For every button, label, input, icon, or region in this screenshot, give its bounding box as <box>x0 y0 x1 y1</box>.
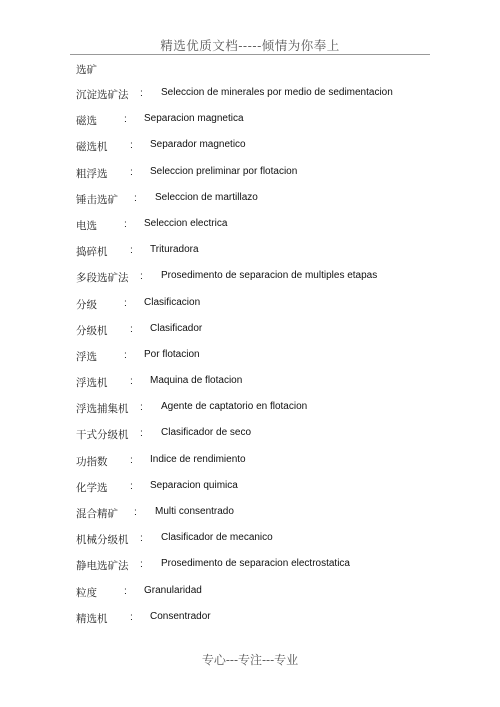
page-footer: 专心---专注---专业 <box>201 653 299 667</box>
term-separator: : <box>130 322 133 335</box>
term-separator: : <box>130 139 133 152</box>
header-divider <box>70 54 430 55</box>
term-spanish: Maquina de flotacion <box>150 375 243 387</box>
term-spanish: Indice de rendimiento <box>150 453 246 465</box>
glossary-entry <box>0 189 500 215</box>
term-spanish: Por flotacion <box>144 348 200 360</box>
term-chinese: 多段选矿法 <box>76 272 129 285</box>
term-chinese: 分级 <box>76 298 97 311</box>
term-spanish: Prosedimento de separacion de multiples etapas <box>161 270 378 282</box>
term-separator: : <box>124 113 127 126</box>
term-separator: : <box>124 584 127 597</box>
term-chinese: 静电选矿法 <box>76 560 129 573</box>
term-chinese: 浮选捕集机 <box>76 403 129 416</box>
term-chinese: 分级机 <box>76 324 108 337</box>
term-spanish: Prosedimento de separacion electrostatica <box>161 558 350 570</box>
term-separator: : <box>124 217 127 230</box>
glossary-entry <box>0 608 500 634</box>
term-chinese: 锤击选矿 <box>76 193 118 206</box>
term-separator: : <box>140 401 143 414</box>
term-separator: : <box>140 427 143 440</box>
term-chinese: 粒度 <box>76 586 97 599</box>
glossary-entry <box>0 503 500 529</box>
term-spanish: Seleccion electrica <box>144 217 228 229</box>
term-separator: : <box>124 348 127 361</box>
glossary-entry <box>0 215 500 241</box>
term-chinese: 磁选机 <box>76 141 108 154</box>
term-separator: : <box>124 296 127 309</box>
term-spanish: Agente de captatorio en flotacion <box>161 401 308 413</box>
glossary-entry <box>0 372 500 398</box>
term-spanish: Clasificador de mecanico <box>161 532 273 544</box>
term-spanish: Separacion quimica <box>150 479 238 491</box>
term-spanish: Clasificador <box>150 322 203 334</box>
term-spanish: Consentrador <box>150 610 211 622</box>
term-chinese: 捣碎机 <box>76 246 108 259</box>
glossary-entry <box>0 582 500 608</box>
term-spanish: Seleccion preliminar por flotacion <box>150 165 298 177</box>
term-chinese: 精选机 <box>76 612 108 625</box>
term-separator: : <box>134 191 137 204</box>
glossary-list <box>0 84 500 634</box>
glossary-entry <box>0 320 500 346</box>
term-separator: : <box>140 532 143 545</box>
term-separator: : <box>130 244 133 257</box>
term-chinese: 浮选 <box>76 350 97 363</box>
term-spanish: Separacion magnetica <box>144 113 244 125</box>
term-separator: : <box>134 506 137 518</box>
glossary-entry <box>0 294 500 320</box>
glossary-entry <box>0 163 500 189</box>
term-chinese: 沉淀选矿法 <box>76 89 129 101</box>
glossary-entry <box>0 477 500 503</box>
glossary-entry <box>0 555 500 581</box>
glossary-entry <box>0 241 500 267</box>
glossary-entry <box>0 110 500 136</box>
term-spanish: Trituradora <box>150 244 199 256</box>
glossary-entry <box>0 84 500 110</box>
glossary-entry <box>0 398 500 424</box>
term-spanish: Multi consentrado <box>155 506 234 517</box>
term-separator: : <box>130 610 133 623</box>
term-separator: : <box>140 558 143 571</box>
term-chinese: 浮选机 <box>76 377 108 390</box>
term-chinese: 电选 <box>76 219 97 232</box>
term-separator: : <box>130 375 133 388</box>
term-separator: : <box>140 270 143 283</box>
term-spanish: Seleccion de martillazo <box>155 191 258 203</box>
glossary-entry <box>0 424 500 450</box>
term-chinese: 干式分级机 <box>76 429 129 442</box>
term-chinese: 磁选 <box>76 115 97 128</box>
glossary-entry <box>0 346 500 372</box>
term-chinese: 化学选 <box>76 481 108 494</box>
term-separator: : <box>130 453 133 466</box>
glossary-entry <box>0 136 500 162</box>
term-chinese: 粗浮选 <box>76 167 108 180</box>
term-spanish: Clasificador de seco <box>161 427 252 439</box>
term-separator: : <box>130 165 133 178</box>
glossary-entry <box>0 529 500 555</box>
term-spanish: Separador magnetico <box>150 139 246 151</box>
section-title: 选矿 <box>76 64 97 76</box>
term-separator: : <box>140 87 143 99</box>
glossary-entry <box>0 451 500 477</box>
term-separator: : <box>130 479 133 492</box>
term-chinese: 混合精矿 <box>76 508 118 520</box>
page-header: 精选优质文档-----倾情为你奉上 <box>160 38 340 53</box>
term-spanish: Seleccion de minerales por medio de sedimentacion <box>161 87 393 98</box>
term-chinese: 机械分级机 <box>76 534 129 547</box>
term-chinese: 功指数 <box>76 455 108 468</box>
term-spanish: Granularidad <box>144 584 202 596</box>
glossary-entry <box>0 267 500 293</box>
term-spanish: Clasificacion <box>144 296 201 308</box>
